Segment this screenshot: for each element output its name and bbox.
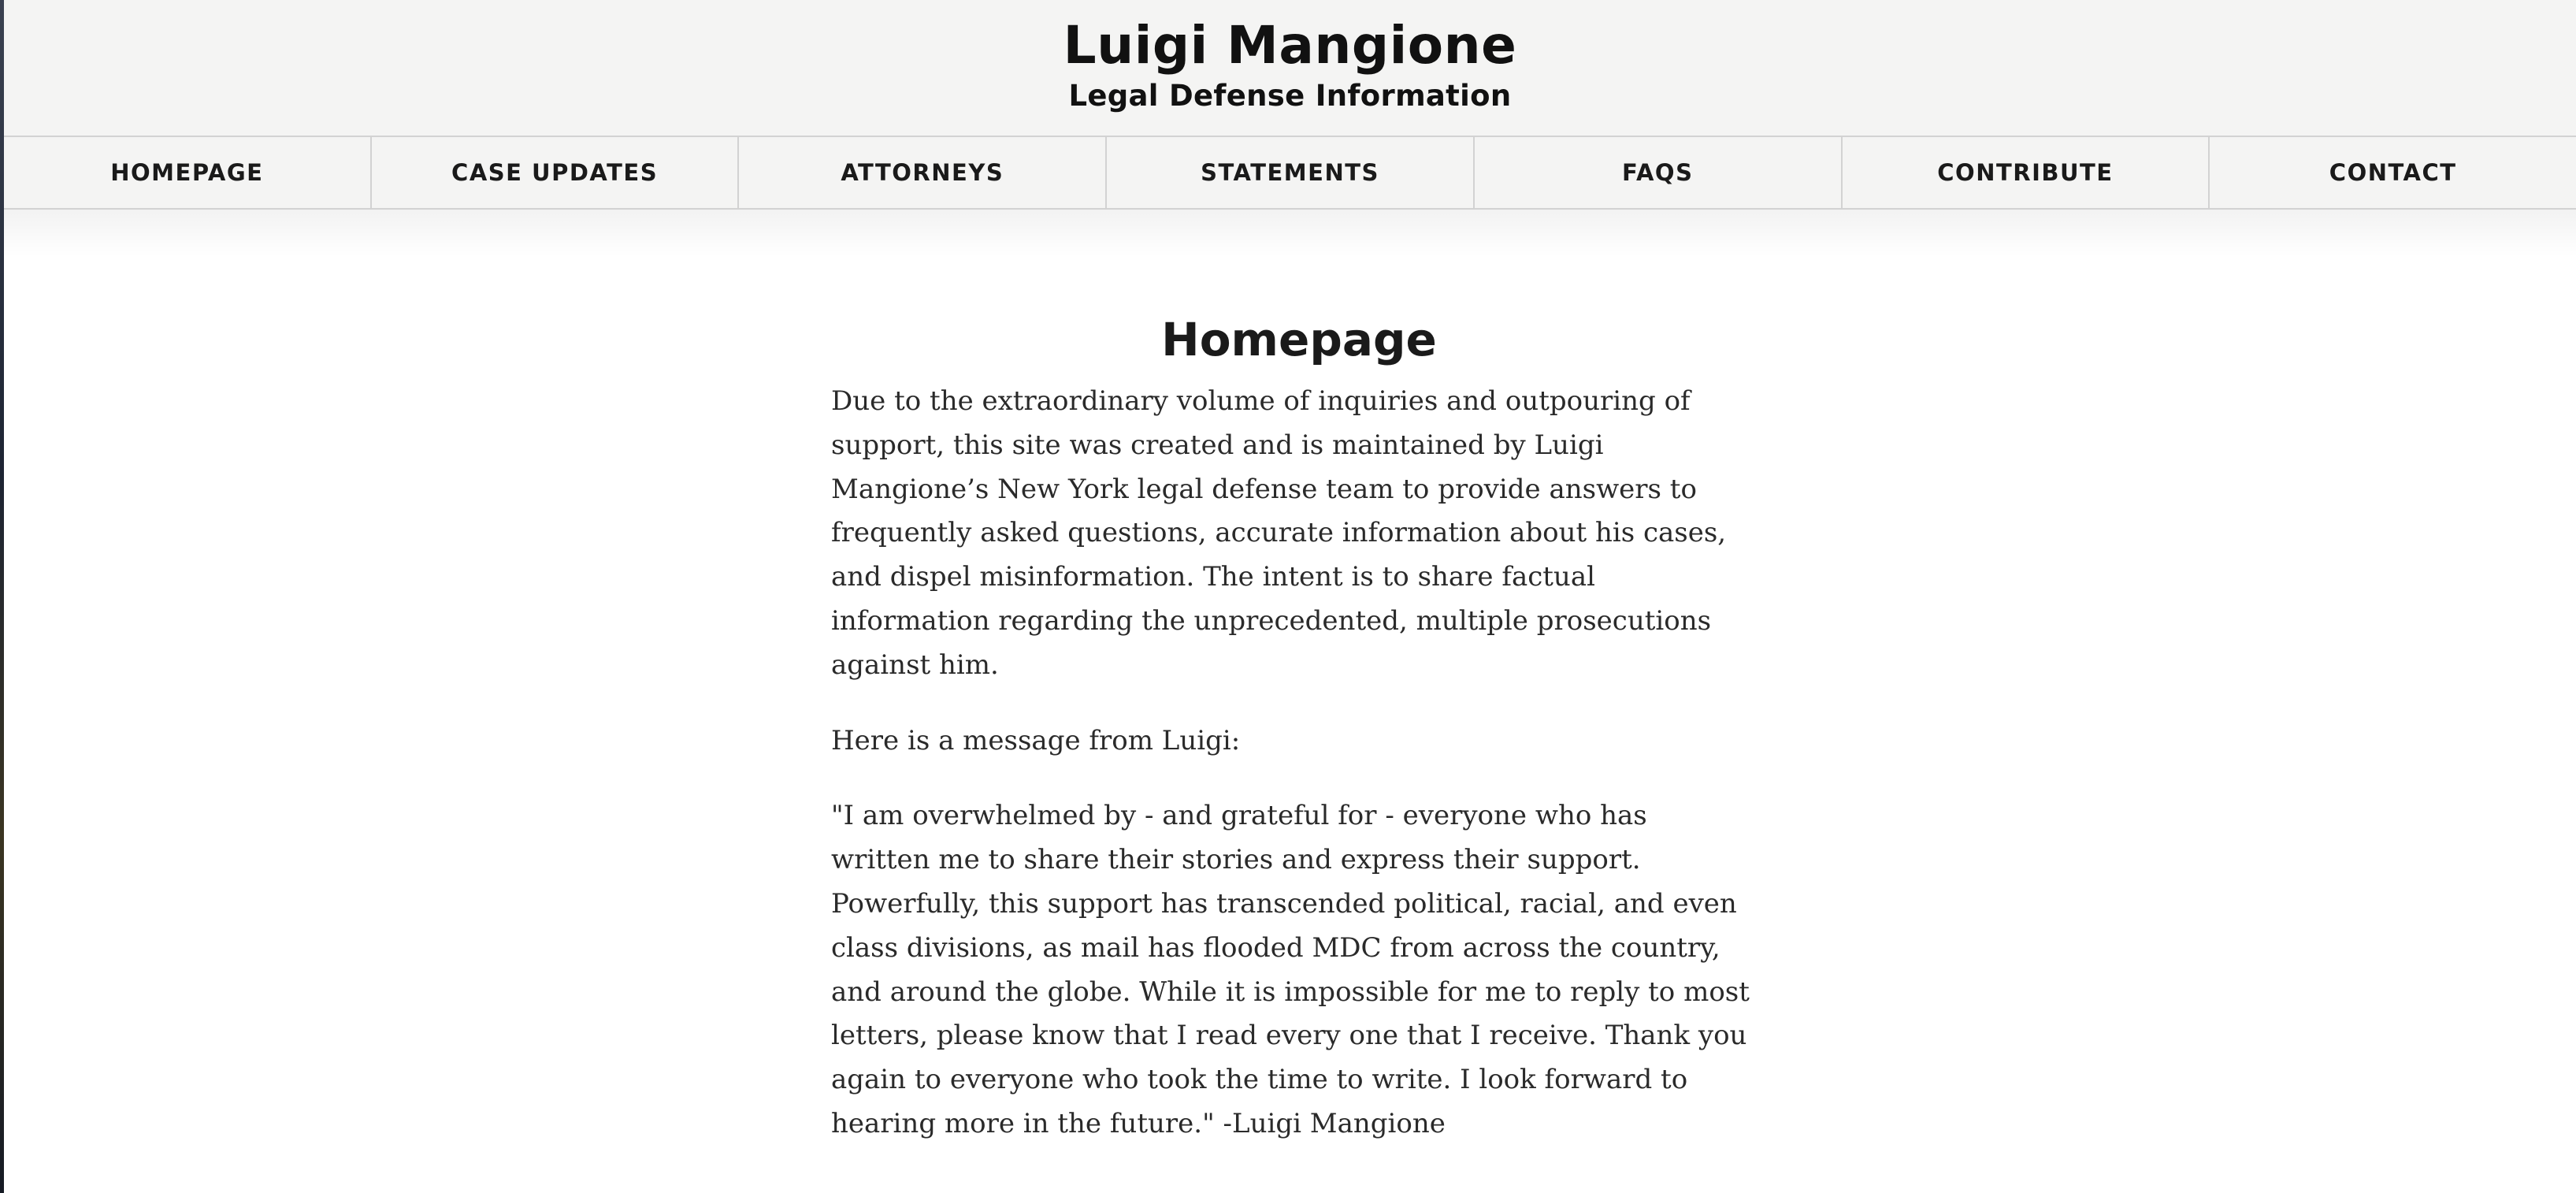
intro-paragraph: Due to the extraordinary volume of inquiries and outpouring of support, this site was created and is maintained by Luigi Mangione’s New York legal defense team to provide answers to frequently asked questions, accurate information about his cases, and dispel misinformation. The intent is to share factual information regarding the unprecedented, multiple prosecutions against him. (831, 385, 1727, 681)
nav-item-statements[interactable]: STATEMENTS (1107, 137, 1475, 208)
luigi-quote: "I am overwhelmed by - and grateful for - everyone who has written me to share their stories and express their support. Powerfully, this support has transcended political, racial, and even class divisions, as mail has flooded MDC from across the country, and around the globe. While it is impossible for me to reply to most letters, please know that I read every one that I receive. Thank you again to everyone who took the time to write. I look forward to hearing more in the future." -Luigi Mangione (831, 800, 1750, 1139)
main-content (831, 307, 1753, 1147)
site-subtitle: Legal Defense Information (1068, 79, 1512, 113)
site-header (4, 0, 2576, 136)
main-nav (4, 136, 2576, 210)
nav-item-attorneys[interactable]: ATTORNEYS (739, 137, 1107, 208)
nav-item-contact[interactable]: CONTACT (2329, 159, 2457, 186)
nav-item-homepage[interactable]: HOMEPAGE (4, 137, 372, 208)
nav-item-case-updates[interactable]: CASE UPDATES (372, 137, 740, 208)
site-title[interactable]: Luigi Mangione (1063, 15, 1517, 76)
nav-shadow (4, 210, 2576, 257)
message-intro: Here is a message from Luigi: (831, 724, 1241, 756)
page-title: Homepage (1161, 313, 1437, 366)
nav-item-faqs[interactable]: FAQS (1475, 137, 1843, 208)
nav-item-contribute[interactable]: CONTRIBUTE (1843, 137, 2210, 208)
